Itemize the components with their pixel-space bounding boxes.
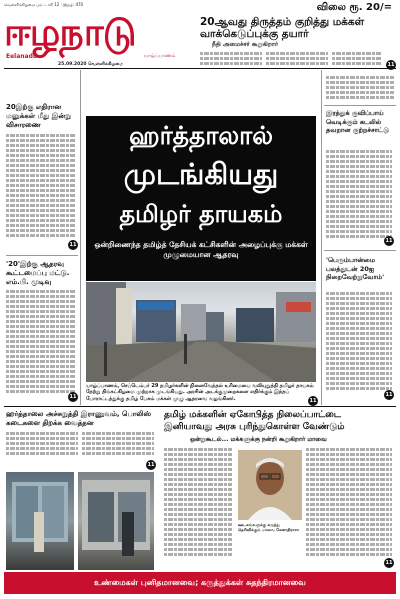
continued-badge: 11 — [385, 238, 393, 244]
street-scene-image — [86, 282, 316, 382]
main-subhead: ஒன்றிணைந்த தமிழ்த் தேசியக் கட்சிகளின் அழைப்புக்கு மக்கள் முழுமையான ஆதரவு — [94, 240, 308, 259]
left-story3-title: ஹர்த்தாலை அச்சுறுத்தி இராணுவம், பொலிஸ் கடைகளை திறக்க வைத்தன — [6, 410, 151, 427]
right-story2-body — [326, 292, 392, 390]
section-rule — [4, 406, 396, 407]
main-headline-line3: தமிழர் தாயகம் — [119, 200, 283, 228]
portrait-photo — [238, 450, 302, 520]
left-story2-body — [6, 290, 76, 398]
logo-sub: யாழ்ப்பாணம் — [144, 53, 176, 59]
left-story1-body — [6, 134, 76, 242]
portrait-caption: ஊடகங்களுக்கு கருத்து தெரிவிக்கும் மாவை சேனாதிராசா — [238, 522, 299, 533]
main-headline-line2: முடங்கியது — [123, 157, 279, 191]
right-story1-title: இரத்துக் குவிப்பாய் வெடிக்கும் கடலில் தவறான குற்றச்சாட்டு — [326, 109, 389, 134]
divider — [6, 255, 78, 256]
main-photo — [86, 282, 316, 382]
continued-badge: 11 — [69, 394, 77, 400]
right-story1-body — [326, 150, 392, 240]
main-caption: யாழ்ப்பாணம், செப்டெம்பர் 29 தமிழர்களின் நினைவேந்தல் உரிமையை வலியுறுத்தி தமிழர் தாயகம் நேற்று திங்கட்கிழமை முற்றாக முடங்கியது. அரசின் அடக்குமுறைகளை எதிர்க்கும் இந்தப் போராட்டத்துக்கு தமிழ் பேசும் மக்கள் முழு ஆதரவை வழங்கினர். — [86, 383, 314, 402]
continued-badge: 11 — [387, 62, 395, 68]
continued-badge: 11 — [69, 242, 77, 248]
bottom-headline-line1: தமிழ் மக்களின் ஏகோபித்த நிலைப்பாட்டை — [164, 410, 341, 420]
left-story3-body-1 — [6, 432, 78, 462]
continued-badge: 11 — [147, 462, 155, 468]
bottom-body-1 — [164, 448, 232, 560]
bottom-byline: ஒன்றுகூடல்... மக்களுக்கு நன்றி கூறுகிறார் மாவை — [190, 436, 327, 443]
bottom-body-2 — [306, 448, 392, 560]
right-col-rule — [321, 70, 322, 405]
logo-latin: Eelanadu — [6, 53, 38, 60]
continued-badge: 11 — [385, 560, 393, 566]
right-story2-title: 'பெரும்பான்மை பலத்துடன் 20ஐ நிறைவேற்றுவோம்' — [326, 256, 385, 281]
divider — [324, 105, 396, 106]
left-story2-title: '20'இற்கு ஆதரவு கூட்டமைப்பு மட்டு. எம்.பி. முடிவு — [6, 260, 70, 286]
left-story3-body-2 — [82, 432, 154, 462]
issue-meta: வெள்ளிக்கிழமை புரட்டாசி 12 · இதழ்: 470 — [4, 2, 84, 7]
top-story-body-3 — [332, 52, 382, 70]
right-top-body — [326, 76, 394, 104]
top-story-byline: நீதி அமைச்சர் கூறுகிறார் — [212, 41, 279, 48]
main-headline-panel — [86, 116, 316, 281]
top-story-body-2 — [266, 52, 328, 70]
masthead-logo — [4, 10, 190, 66]
continued-badge: 11 — [385, 392, 393, 398]
date-line: 25.09.2020 வெள்ளிக்கிழமை — [58, 62, 123, 67]
divider — [324, 250, 396, 251]
main-headline-line1: ஹர்த்தாலால் — [129, 121, 273, 150]
price-tag: விலை ரூ. 20/= — [316, 2, 392, 13]
left-col-rule — [80, 70, 81, 405]
continued-badge: 11 — [309, 398, 317, 404]
bottom-headline-line2: இனியாவது அரசு புரிந்துகொள்ள வேண்டும் — [164, 422, 345, 432]
logo-text: ஈழநாடு — [4, 10, 136, 54]
footer-banner — [4, 572, 396, 594]
footer-slogan: உண்மைகள் புனிதமானவை; கருத்துக்கள் சுதந்திரமானவை — [94, 578, 306, 587]
left-story1-title: 20இற்கு எதிரான மனுக்கள் மீது இன்று விசாரணை — [6, 103, 72, 129]
top-story-headline: 20ஆவது திருத்தம் குறித்து மக்கள் வாக்கெடுப்புக்கு தயார் — [200, 16, 365, 40]
shop-photo-right — [78, 472, 154, 570]
shop-photo-left — [6, 472, 74, 570]
top-story-body-1 — [200, 52, 262, 70]
